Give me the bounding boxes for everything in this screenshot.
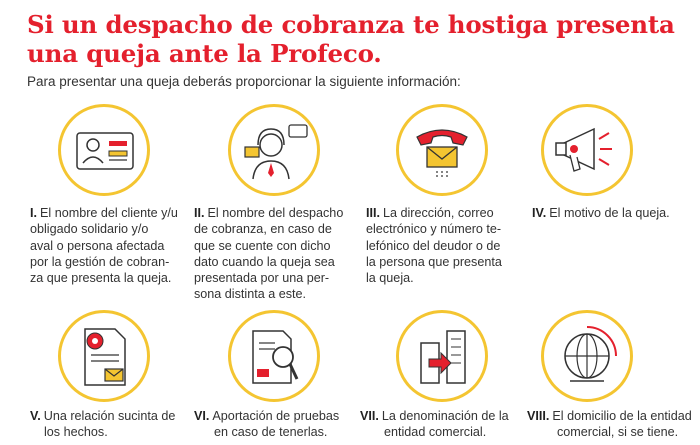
requirement-item-4: IV. El motivo de la queja. [532,206,670,220]
requirement-item-5: V. Una relación sucinta de los hechos. [30,409,176,440]
megaphone-icon [541,104,633,196]
magnifier-document-icon [228,310,320,402]
id-card-icon [58,104,150,196]
requirement-item-6: VI. Aportación de pruebas en caso de tenerlas. [194,409,340,440]
intro-text: Para presentar una queja deberás proporcionar la siguiente información: [27,74,461,89]
call-center-agent-icon [228,104,320,196]
phone-envelope-icon [396,104,488,196]
requirement-item-3: III. La dirección, correo electrónico y número te- lefónico del deudor o de la persona que presenta la queja. [366,206,502,286]
requirement-item-1: I. El nombre del cliente y/u obligado solidario y/o aval o persona afectada por la gestión de cobran- za que presenta la queja. [30,206,178,286]
building-icon [396,310,488,402]
title-line-1: Si un despacho de cobranza te hostiga presenta [27,10,675,39]
globe-icon [541,310,633,402]
requirement-item-7: VII. La denominación de la entidad comercial. [360,409,509,440]
title-line-2: una queja ante la Profeco. [27,39,382,68]
requirement-item-2: II. El nombre del despacho de cobranza, en caso de que se cuente con dicho dato cuando la queja sea presentada por una per- sona distinta a este. [194,206,344,302]
page-title [27,10,687,68]
document-record-icon [58,310,150,402]
requirement-item-8: VIII. El domicilio de la entidad comercial, si se tiene. [527,409,692,440]
